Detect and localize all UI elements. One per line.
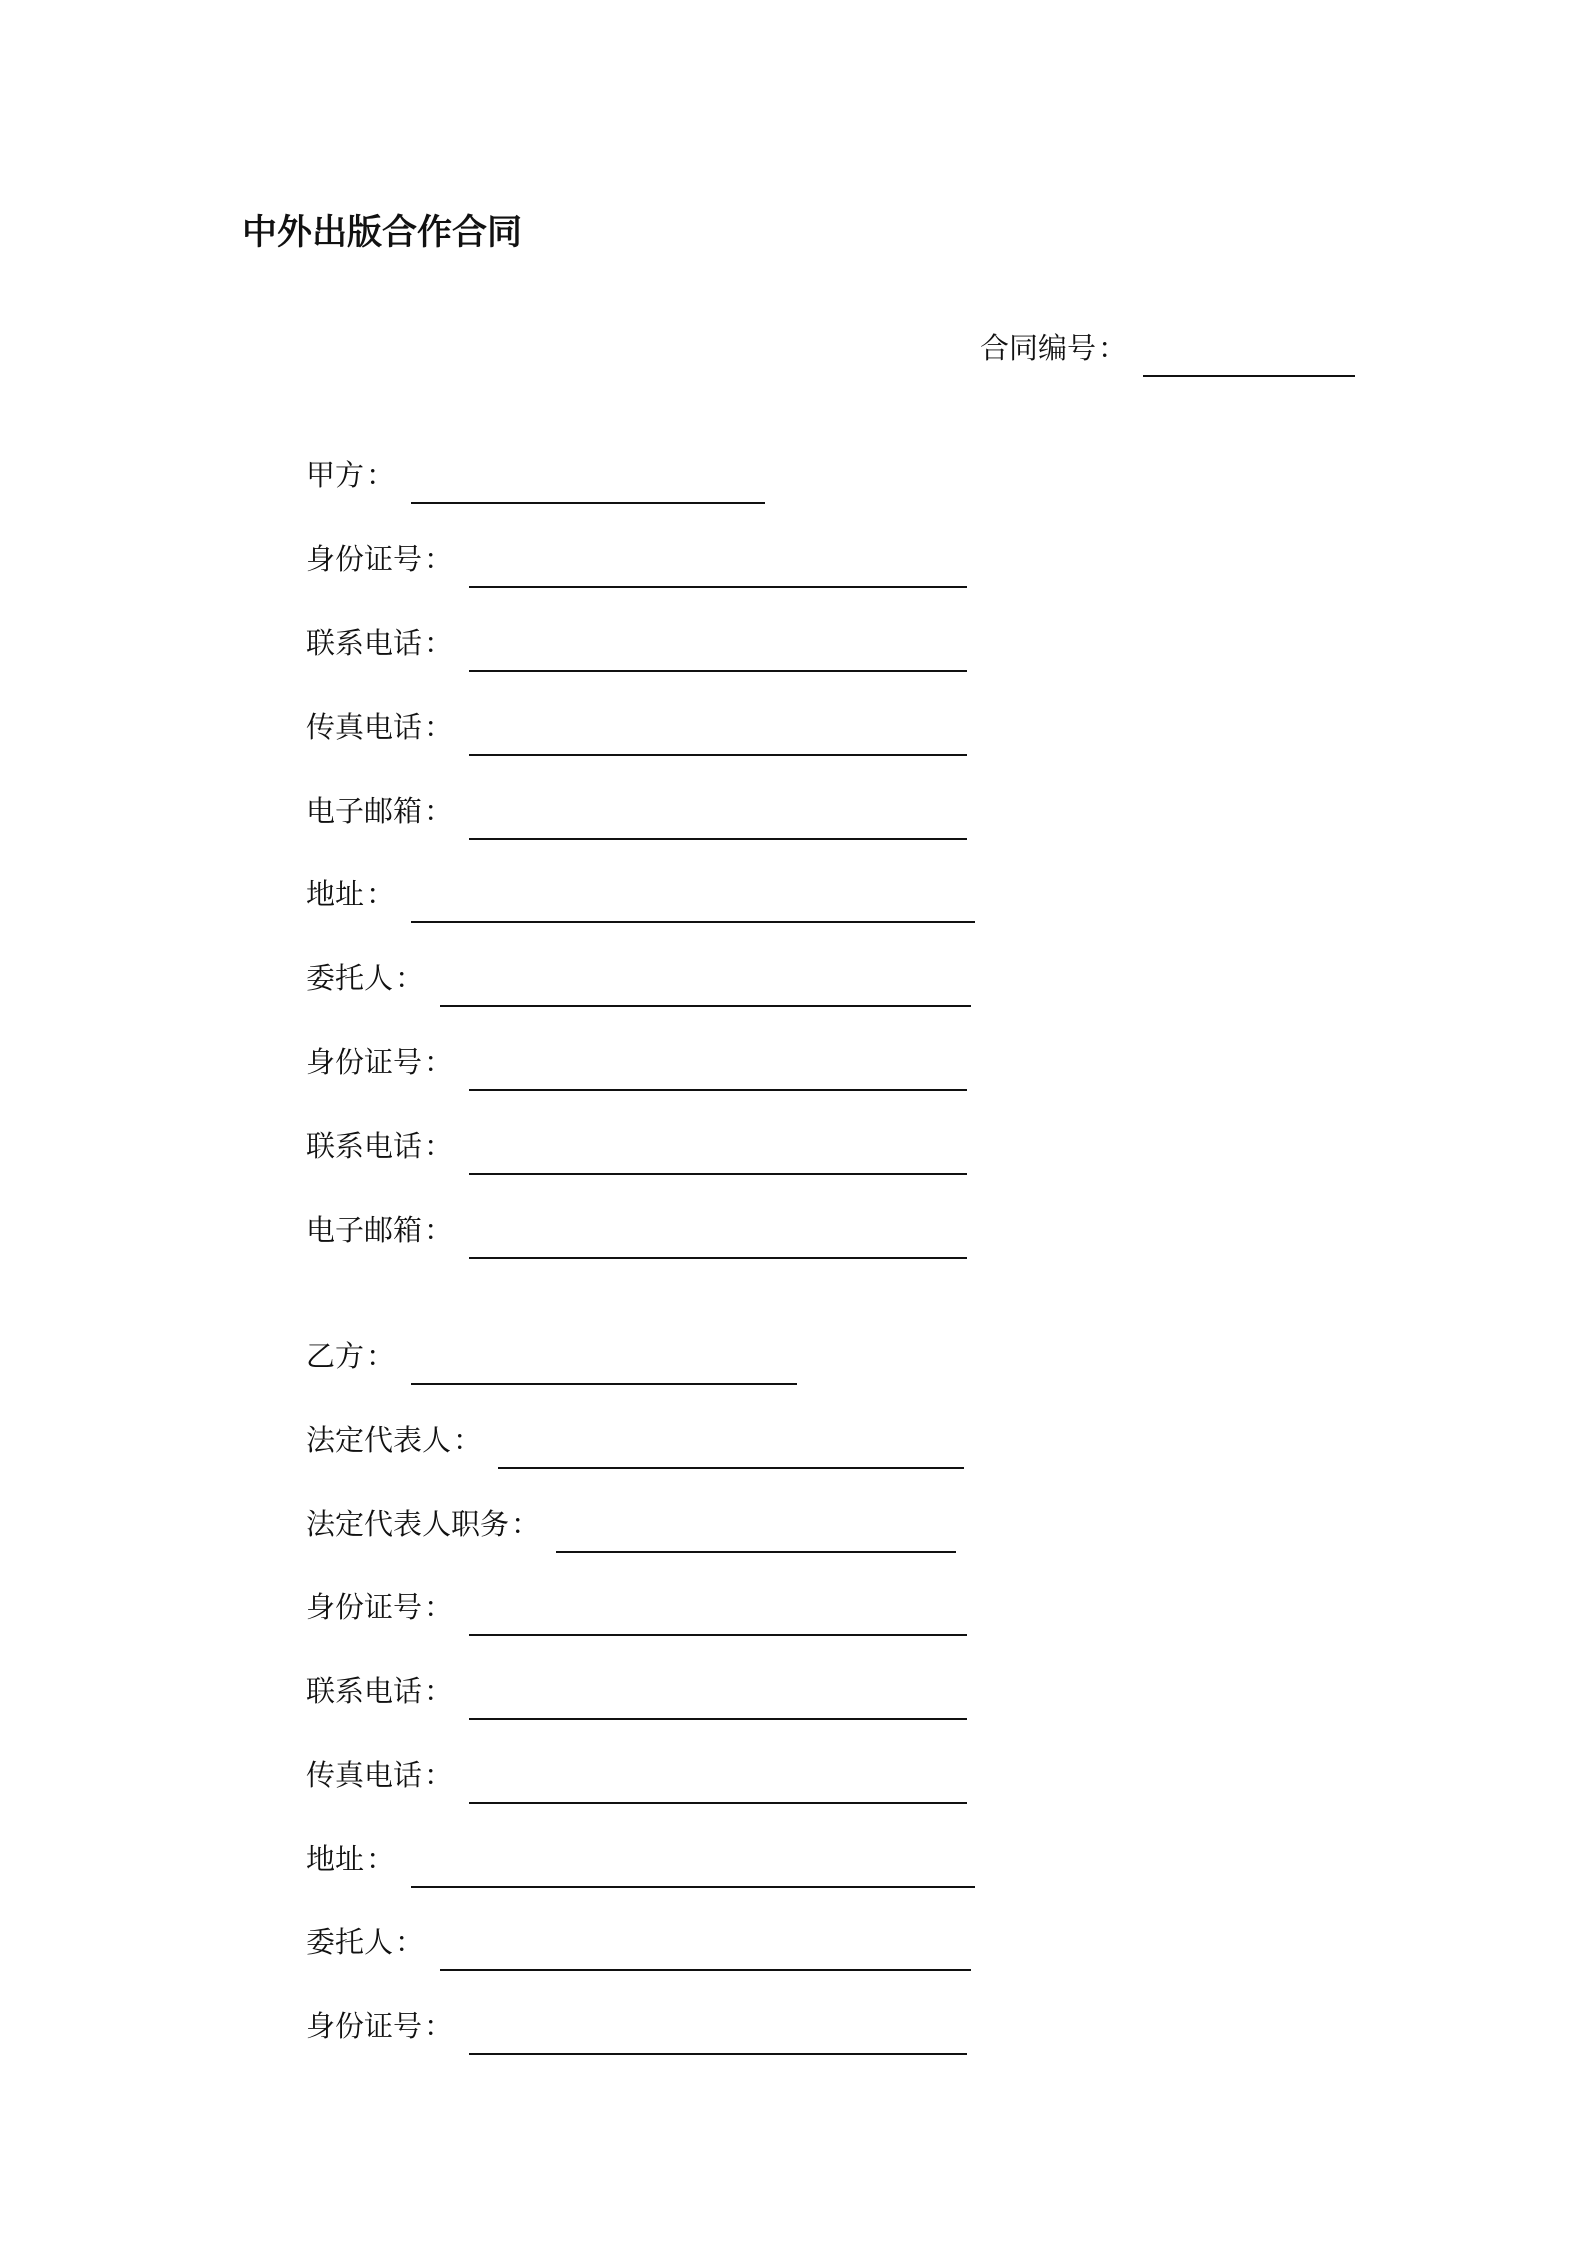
party-b-field (306, 1505, 956, 1543)
document-title: 中外出版合作合同 (242, 213, 523, 253)
party-a-field-label: 电子邮箱 (306, 1213, 423, 1247)
field-colon: ： (395, 1925, 425, 1959)
party-b-field (306, 1923, 971, 1961)
party-a-name-field (306, 456, 765, 494)
field-colon: ： (424, 626, 454, 660)
party-a-field-blank[interactable] (469, 670, 967, 672)
field-colon: ： (424, 542, 454, 576)
party-b-field-blank[interactable] (469, 1718, 967, 1720)
party-a-field (306, 959, 971, 997)
party-b-field (306, 1672, 967, 1710)
party-a-field-label: 联系电话 (306, 626, 423, 660)
party-a-field (306, 1211, 967, 1249)
party-a-field (306, 708, 967, 746)
party-a-field (306, 1043, 967, 1081)
party-b-field-blank[interactable] (469, 2053, 967, 2055)
party-b-field-label: 身份证号 (306, 1590, 423, 1624)
party-a-field (306, 1127, 967, 1165)
party-b-field-blank[interactable] (469, 1634, 967, 1636)
party-b-field-label: 联系电话 (306, 1674, 423, 1708)
party-a-field-label: 地址 (306, 877, 365, 911)
party-b-field (306, 1421, 964, 1459)
field-colon: ： (366, 458, 396, 492)
party-b-name-blank[interactable] (411, 1383, 797, 1385)
field-colon: ： (424, 710, 454, 744)
field-colon: ： (424, 1590, 454, 1624)
party-b-field-blank[interactable] (411, 1886, 975, 1888)
field-colon: ： (424, 794, 454, 828)
field-colon: ： (424, 1129, 454, 1163)
party-b-field-label: 传真电话 (306, 1758, 423, 1792)
party-a-label: 甲方 (306, 458, 365, 492)
party-a-field (306, 875, 975, 913)
party-b-name-field (306, 1337, 797, 1375)
party-a-field-label: 电子邮箱 (306, 794, 423, 828)
party-b-field-blank[interactable] (498, 1467, 964, 1469)
field-colon: ： (511, 1507, 541, 1541)
contract-number-label: 合同编号 (980, 331, 1097, 365)
contract-number-blank[interactable] (1143, 375, 1355, 377)
party-a-field-blank[interactable] (469, 1089, 967, 1091)
party-b-field-blank[interactable] (556, 1551, 956, 1553)
party-a-field-label: 联系电话 (306, 1129, 423, 1163)
party-b-field (306, 1840, 975, 1878)
party-b-field-label: 法定代表人职务 (306, 1507, 510, 1541)
field-colon: ： (453, 1423, 483, 1457)
party-a-field-blank[interactable] (469, 754, 967, 756)
party-a-field-label: 身份证号 (306, 1045, 423, 1079)
party-a-field-label: 身份证号 (306, 542, 423, 576)
party-b-field-label: 地址 (306, 1842, 365, 1876)
party-a-field-blank[interactable] (469, 1257, 967, 1259)
party-b-field-label: 委托人 (306, 1925, 394, 1959)
party-a-field-label: 传真电话 (306, 710, 423, 744)
party-a-field (306, 792, 967, 830)
party-b-field-blank[interactable] (469, 1802, 967, 1804)
field-colon: ： (395, 961, 425, 995)
party-b-field-label: 身份证号 (306, 2009, 423, 2043)
field-colon: ： (424, 2009, 454, 2043)
field-colon: ： (366, 877, 396, 911)
contract-number-field (980, 329, 1355, 367)
party-a-field-label: 委托人 (306, 961, 394, 995)
party-b-field-label: 法定代表人 (306, 1423, 452, 1457)
party-a-field-blank[interactable] (411, 921, 975, 923)
party-b-field (306, 1756, 967, 1794)
party-b-label: 乙方 (306, 1339, 365, 1373)
party-a-field-blank[interactable] (469, 586, 967, 588)
field-colon: ： (424, 1758, 454, 1792)
field-colon: ： (424, 1213, 454, 1247)
party-a-field (306, 540, 967, 578)
party-a-field-blank[interactable] (469, 1173, 967, 1175)
party-a-name-blank[interactable] (411, 502, 765, 504)
field-colon: ： (424, 1045, 454, 1079)
field-colon: ： (366, 1339, 396, 1373)
contract-number-colon: ： (1098, 331, 1128, 365)
party-a-field (306, 624, 967, 662)
party-b-field-blank[interactable] (440, 1969, 971, 1971)
party-a-field-blank[interactable] (440, 1005, 971, 1007)
field-colon: ： (366, 1842, 396, 1876)
party-b-field (306, 1588, 967, 1626)
party-a-field-blank[interactable] (469, 838, 967, 840)
field-colon: ： (424, 1674, 454, 1708)
party-b-field (306, 2007, 967, 2045)
